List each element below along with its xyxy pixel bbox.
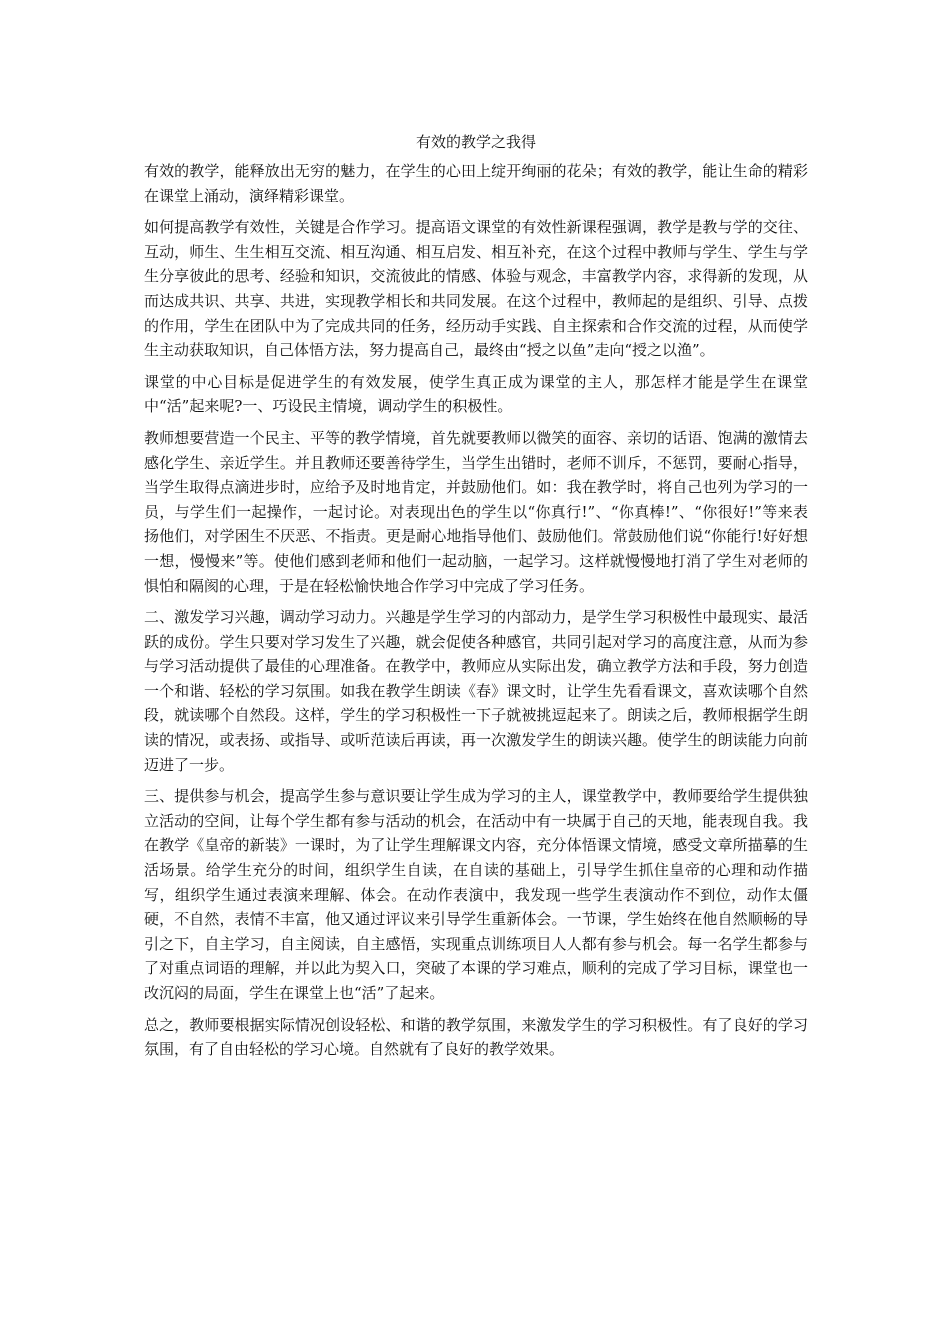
paragraph-classroom-goal: 课堂的中心目标是促进学生的有效发展，使学生真正成为课堂的主人，那怎样才能是学生在课堂中“活”起来呢?一、巧设民主情境，调动学生的积极性。 [144,372,808,416]
paragraph-participation: 三、提供参与机会，提高学生参与意识要让学生成为学习的主人，课堂教学中，教师要给学生提供独立活动的空间，让每个学生都有参与活动的机会，在活动中有一块属于自己的天地，能表现自我。我在教学《皇帝的新装》一课时，为了让学生理解课文内容，充分体悟课文情境，感受文章所描摹的生活场景。给学生充分的时间，组织学生自读，在自读的基础上，引导学生抓住皇帝的心理和动作描写，组织学生通过表演来理解、体会。在动作表演中，我发现一些学生表演动作不到位，动作太僵硬，不自然，表情不丰富，他又通过评议来引导学生重新体会。一节课，学生始终在他自然顺畅的导引之下，自主学习，自主阅读，自主感悟，实现重点训练项目人人都有参与机会。每一名学生都参与了对重点词语的理解，并以此为契入口，突破了本课的学习难点，顺利的完成了学习目标，课堂也一改沉闷的局面，学生在课堂上也“活”了起来。 [144,787,808,1002]
paragraph-learning-interest: 二、激发学习兴趣，调动学习动力。兴趣是学生学习的内部动力，是学生学习积极性中最现实、最活跃的成份。学生只要对学习发生了兴趣，就会促使各种感官，共同引起对学习的高度注意，从而为参与学习活动提供了最佳的心理准备。在教学中，教师应从实际出发，确立教学方法和手段，努力创造一个和谐、轻松的学习氛围。如我在教学生朗读《春》课文时，让学生先看看课文，喜欢读哪个自然段，就读哪个自然段。这样，学生的学习积极性一下子就被挑逗起来了。朗读之后，教师根据学生朗读的情况，或表扬、或指导、或听范读后再读，再一次激发学生的朗读兴趣。使学生的朗读能力向前迈进了一步。 [144,608,808,774]
paragraph-intro: 有效的教学，能释放出无穷的魅力，在学生的心田上绽开绚丽的花朵；有效的教学，能让生命的精彩在课堂上涌动，演绎精彩课堂。 [144,162,808,205]
paragraph-democratic-context: 教师想要营造一个民主、平等的教学情境，首先就要教师以微笑的面容、亲切的话语、饱满的激情去感化学生、亲近学生。并且教师还要善待学生，当学生出错时，老师不训斥，不惩罚，要耐心指导，当学生取得点滴进步时，应给予及时地肯定，并鼓励他们。如：我在教学时，将自己也列为学习的一员，与学生们一起操作，一起讨论。对表现出色的学生以“你真行!”、“你真棒!”、“你很好!”等来表扬他们，对学困生不厌恶、不指责。更是耐心地指导他们、鼓励他们。常鼓励他们说“你能行!好好想一想，慢慢来”等。使他们感到老师和他们一起动脑，一起学习。这样就慢慢地打消了学生对老师的惧怕和隔阂的心理，于是在轻松愉快地合作学习中完成了学习任务。 [144,428,808,595]
paragraph-conclusion: 总之，教师要根据实际情况创设轻松、和谐的教学氛围，来激发学生的学习积极性。有了良好的学习氛围，有了自由轻松的学习心境。自然就有了良好的教学效果。 [144,1015,808,1059]
document-title: 有效的教学之我得 [415,133,536,151]
document-page [144,131,808,1069]
paragraph-cooperative-learning: 如何提高教学有效性，关键是合作学习。提高语文课堂的有效性新课程强调，教学是教与学的交往、互动，师生、生生相互交流、相互沟通、相互启发、相互补充，在这个过程中教师与学生、学生与学生分享彼此的思考、经验和知识，交流彼此的情感、体验与观念，丰富教学内容，求得新的发现，从而达成共识、共享、共进，实现教学相长和共同发展。在这个过程中，教师起的是组织、引导、点拨的作用，学生在团队中为了完成共同的任务，经历动手实践、自主探索和合作交流的过程，从而使学生主动获取知识，自己体悟方法，努力提高自己，最终由“授之以鱼”走向“授之以渔”。 [144,218,808,360]
